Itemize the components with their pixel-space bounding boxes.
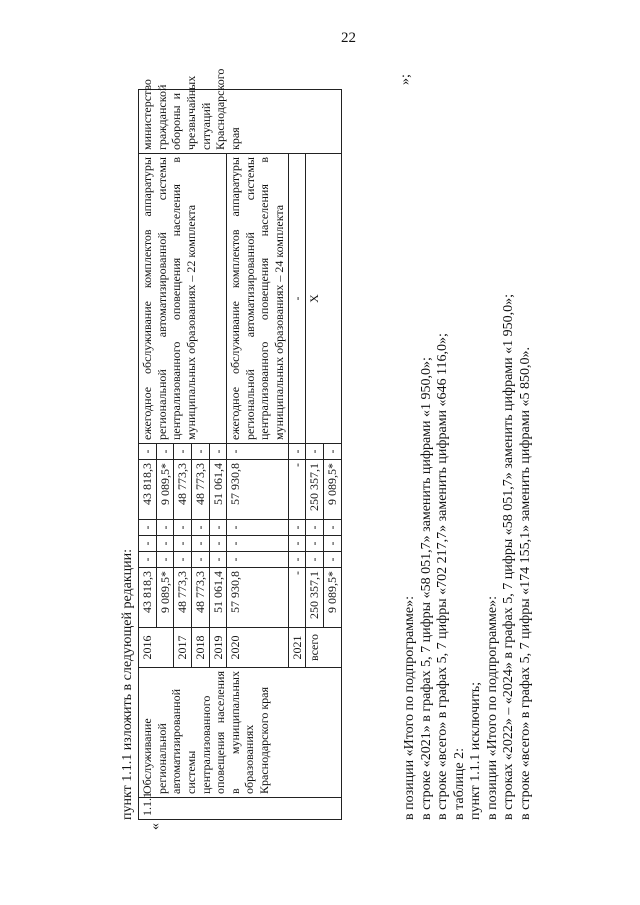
year-cell: 2016 <box>139 628 174 668</box>
table-cell: - <box>156 536 174 552</box>
table-cell: - <box>209 444 227 460</box>
total-cell: 57 930,8 <box>227 568 289 628</box>
amendment-notes <box>402 294 534 820</box>
intro-text: пункт 1.1.1 изложить в следующей редакции: <box>120 549 135 820</box>
year-cell: всего <box>306 628 341 668</box>
table-cell: - <box>323 536 341 552</box>
budget-cell: 9 089,5* <box>323 460 341 520</box>
total-cell: - <box>288 568 306 628</box>
table-cell: - <box>191 444 209 460</box>
table-row <box>139 90 157 820</box>
table-cell: - <box>288 552 306 568</box>
table-cell: - <box>227 520 289 536</box>
table-cell: - <box>288 536 306 552</box>
table-cell: - <box>209 536 227 552</box>
year-cell: 2020 <box>227 628 289 668</box>
total-cell: 48 773,3 <box>191 568 209 628</box>
table-cell: - <box>306 444 324 460</box>
table-cell: - <box>191 536 209 552</box>
table-cell: - <box>174 444 192 460</box>
rotated-content <box>120 68 570 830</box>
note-line: в строках «2022» – «2024» в графах 5, 7 цифры «58 051,7» заменить цифрами «1 950,0»; <box>501 293 516 820</box>
table-cell: - <box>306 552 324 568</box>
year-cell: 2018 <box>191 628 209 668</box>
table-cell: - <box>288 520 306 536</box>
total-cell: 48 773,3 <box>174 568 192 628</box>
budget-cell: 48 773,3 <box>174 460 192 520</box>
table-cell: - <box>227 552 289 568</box>
table-cell: - <box>323 520 341 536</box>
total-cell: 51 061,4 <box>209 568 227 628</box>
budget-cell: 250 357,1 <box>306 460 324 520</box>
table-cell: - <box>227 444 289 460</box>
year-cell: 2019 <box>209 628 227 668</box>
table-cell: - <box>209 520 227 536</box>
opening-quote: « <box>148 823 163 830</box>
table-cell: - <box>227 536 289 552</box>
event-name-cell: Обслуживание региональной автоматизированной системы централизованного оповещения населения в муниципальных образованиях Краснодарского края <box>139 668 342 798</box>
table-cell: - <box>323 552 341 568</box>
note-line: в позиции «Итого по подпрограмме»: <box>484 595 500 820</box>
total-cell: 9 089,5* <box>156 568 174 628</box>
note-line: в таблице 2: <box>451 748 467 820</box>
budget-cell: 43 818,3 <box>139 460 157 520</box>
result-cell: Х <box>306 154 341 444</box>
note-line: в строке «всего» в графах 5, 7 цифры «702 217,7» заменить цифрами «646 116,0»; <box>435 333 450 820</box>
budget-cell: 51 061,4 <box>209 460 227 520</box>
table-cell: - <box>306 536 324 552</box>
note-line: в строке «всего» в графах 5, 7 цифры «174 155,1» заменить цифрами «5 850,0». <box>517 346 533 820</box>
total-cell: 9 089,5* <box>323 568 341 628</box>
table-cell: - <box>209 552 227 568</box>
table-cell: - <box>174 552 192 568</box>
budget-cell: - <box>288 460 306 520</box>
total-cell: 43 818,3 <box>139 568 157 628</box>
table-cell: - <box>139 444 157 460</box>
result-cell: ежегодное обслуживание комплектов аппаратуры региональной автоматизированной системы централизованного оповещения населения в муниципальных образованиях – 22 комплекта <box>139 154 227 444</box>
result-cell: - <box>288 154 306 444</box>
closing-quote: »; <box>398 74 413 85</box>
budget-cell: 57 930,8 <box>227 460 289 520</box>
budget-cell: 48 773,3 <box>191 460 209 520</box>
table-cell: - <box>191 552 209 568</box>
note-line: в строке «2021» в графах 5, 7 цифры «58 051,7» заменить цифрами «1 950,0»; <box>418 357 434 820</box>
executor-cell: министерство гражданской обороны и чрезвычайных ситуаций Краснодарского края <box>139 90 342 154</box>
table-cell: - <box>156 520 174 536</box>
table-cell: - <box>139 536 157 552</box>
table-cell: - <box>174 536 192 552</box>
year-cell: 2021 <box>288 628 306 668</box>
row-number-cell: 1.1.1 <box>139 798 342 820</box>
table-cell: - <box>156 444 174 460</box>
table-cell: - <box>323 444 341 460</box>
result-cell: ежегодное обслуживание комплектов аппаратуры региональной автоматизированной системы централизованного оповещения населения в муниципальных образованиях – 24 комплекта <box>227 154 289 444</box>
table-cell: - <box>288 444 306 460</box>
total-cell: 250 357,1 <box>306 568 324 628</box>
table-cell: - <box>306 520 324 536</box>
note-line: пункт 1.1.1 исключить; <box>468 681 483 820</box>
note-line: в позиции «Итого по подпрограмме»: <box>402 595 417 820</box>
table-cell: - <box>174 520 192 536</box>
table-cell: - <box>156 552 174 568</box>
table-cell: - <box>191 520 209 536</box>
page-number: 22 <box>341 30 356 46</box>
program-table <box>138 68 342 820</box>
budget-cell: 9 089,5* <box>156 460 174 520</box>
table-cell: - <box>139 552 157 568</box>
table-cell: - <box>139 520 157 536</box>
year-cell: 2017 <box>174 628 192 668</box>
